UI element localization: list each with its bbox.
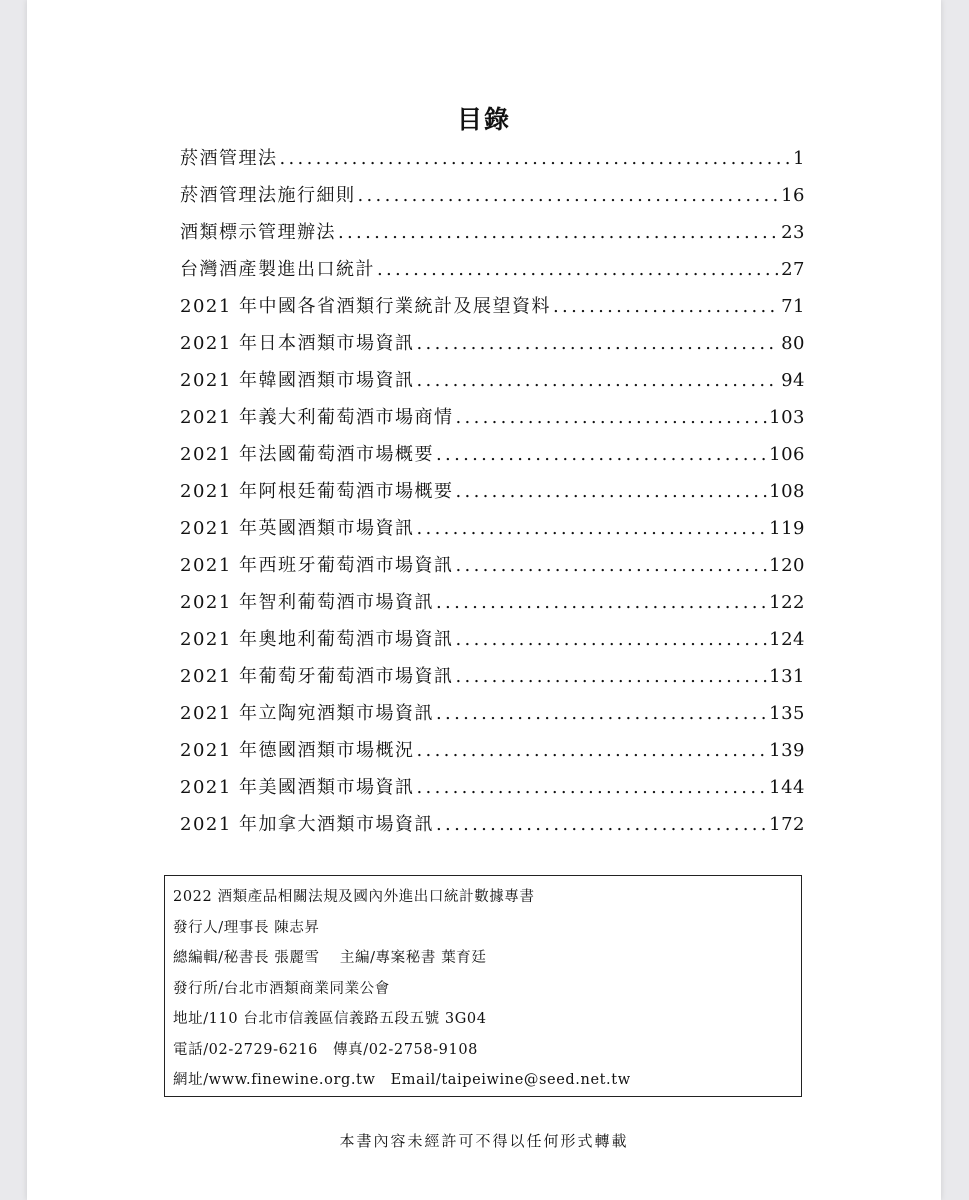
toc-leader-dots [436, 584, 767, 621]
toc-entry-label: 2021 年義大利葡萄酒市場商情 [180, 407, 454, 428]
toc-entry-label: 2021 年中國各省酒類行業統計及展望資料 [180, 296, 552, 317]
toc-entry-label: 2021 年英國酒類市場資訊 [180, 518, 415, 539]
toc-entry-label: 2021 年德國酒類市場概況 [180, 740, 415, 761]
toc-entry[interactable] [180, 177, 805, 214]
toc-entry[interactable] [180, 547, 805, 584]
book-title: 2022 酒類產品相關法規及國內外進出口統計數據專書 [173, 889, 535, 905]
web-email-line: 網址/www.finewine.org.tw Email/taipeiwine@seed.net.tw [173, 1072, 631, 1088]
toc-entry-label: 菸酒管理法 [180, 148, 278, 169]
toc-entry[interactable] [180, 399, 805, 436]
toc-entry-page-number: 119 [769, 518, 805, 539]
toc-entry[interactable] [180, 436, 805, 473]
toc-entry-page-number: 139 [769, 740, 805, 761]
toc-entry-label: 2021 年智利葡萄酒市場資訊 [180, 592, 435, 613]
phone-fax-line: 電話/02-2729-6216 傳真/02-2758-9108 [173, 1041, 478, 1058]
toc-entry[interactable] [180, 140, 805, 177]
toc-leader-dots [456, 658, 768, 695]
toc-leader-dots [456, 621, 768, 658]
toc-leader-dots [436, 806, 767, 843]
toc-leader-dots [436, 695, 767, 732]
toc-entry[interactable] [180, 325, 805, 362]
publication-info-box [164, 875, 802, 1097]
toc-entry[interactable] [180, 214, 805, 251]
toc-entry-page-number: 122 [769, 592, 805, 613]
toc-entry[interactable] [180, 288, 805, 325]
toc-entry-label: 2021 年葡萄牙葡萄酒市場資訊 [180, 666, 454, 687]
toc-entry-label: 2021 年奧地利葡萄酒市場資訊 [180, 629, 454, 650]
toc-entry[interactable] [180, 362, 805, 399]
toc-entry-label: 酒類標示管理辦法 [180, 222, 336, 243]
address-line: 地址/110 台北市信義區信義路五段五號 3G04 [173, 1011, 487, 1027]
toc-title: 目錄 [456, 105, 511, 134]
publisher-line: 發行人/理事長 陳志昇 [173, 919, 320, 936]
toc-leader-dots [456, 473, 768, 510]
toc-entry-label: 2021 年阿根廷葡萄酒市場概要 [180, 481, 454, 502]
toc-entry-page-number: 16 [781, 185, 805, 206]
toc-entry[interactable] [180, 769, 805, 806]
table-of-contents [180, 140, 805, 843]
toc-entry-page-number: 103 [769, 407, 805, 428]
toc-entry-page-number: 106 [769, 444, 805, 465]
toc-entry-page-number: 172 [769, 814, 805, 835]
toc-entry-label: 2021 年加拿大酒類市場資訊 [180, 814, 435, 835]
toc-leader-dots [456, 547, 768, 584]
toc-leader-dots [417, 510, 768, 547]
toc-entry-page-number: 80 [781, 333, 805, 354]
toc-entry[interactable] [180, 732, 805, 769]
toc-entry-label: 2021 年立陶宛酒類市場資訊 [180, 703, 435, 724]
toc-entry[interactable] [180, 621, 805, 658]
toc-leader-dots [358, 177, 780, 214]
toc-entry[interactable] [180, 584, 805, 621]
toc-leader-dots [436, 436, 767, 473]
copyright-note: 本書內容未經許可不得以任何形式轉載 [339, 1132, 629, 1150]
toc-entry-label: 菸酒管理法施行細則 [180, 185, 356, 206]
toc-leader-dots [338, 214, 779, 251]
toc-leader-dots [456, 399, 768, 436]
toc-entry-page-number: 120 [769, 555, 805, 576]
toc-leader-dots [553, 288, 779, 325]
toc-entry[interactable] [180, 658, 805, 695]
toc-entry[interactable] [180, 251, 805, 288]
toc-entry-label: 2021 年美國酒類市場資訊 [180, 777, 415, 798]
toc-entry-label: 2021 年韓國酒類市場資訊 [180, 370, 415, 391]
editors-line: 總編輯/秘書長 張麗雪 主編/專案秘書 葉育廷 [173, 950, 487, 966]
toc-entry-page-number: 23 [781, 222, 805, 243]
document-page [27, 0, 941, 1200]
toc-entry-page-number: 144 [769, 777, 805, 798]
toc-entry-page-number: 71 [781, 296, 805, 317]
toc-entry-page-number: 124 [769, 629, 805, 650]
toc-entry[interactable] [180, 695, 805, 732]
toc-entry-page-number: 1 [793, 148, 805, 169]
toc-leader-dots [280, 140, 792, 177]
toc-leader-dots [377, 251, 779, 288]
toc-entry-page-number: 108 [769, 481, 805, 502]
toc-entry-label: 2021 年日本酒類市場資訊 [180, 333, 415, 354]
issuer-line: 發行所/台北市酒類商業同業公會 [173, 980, 390, 997]
toc-entry-page-number: 131 [769, 666, 805, 687]
toc-entry-label: 2021 年西班牙葡萄酒市場資訊 [180, 555, 454, 576]
toc-leader-dots [417, 362, 780, 399]
toc-leader-dots [417, 325, 780, 362]
toc-entry[interactable] [180, 510, 805, 547]
toc-entry-page-number: 27 [781, 259, 805, 280]
toc-entry-page-number: 135 [769, 703, 805, 724]
toc-leader-dots [417, 732, 768, 769]
toc-entry[interactable] [180, 806, 805, 843]
toc-entry-label: 2021 年法國葡萄酒市場概要 [180, 444, 435, 465]
toc-entry-page-number: 94 [781, 370, 805, 391]
toc-entry[interactable] [180, 473, 805, 510]
toc-leader-dots [417, 769, 768, 806]
toc-entry-label: 台灣酒產製進出口統計 [180, 259, 375, 280]
